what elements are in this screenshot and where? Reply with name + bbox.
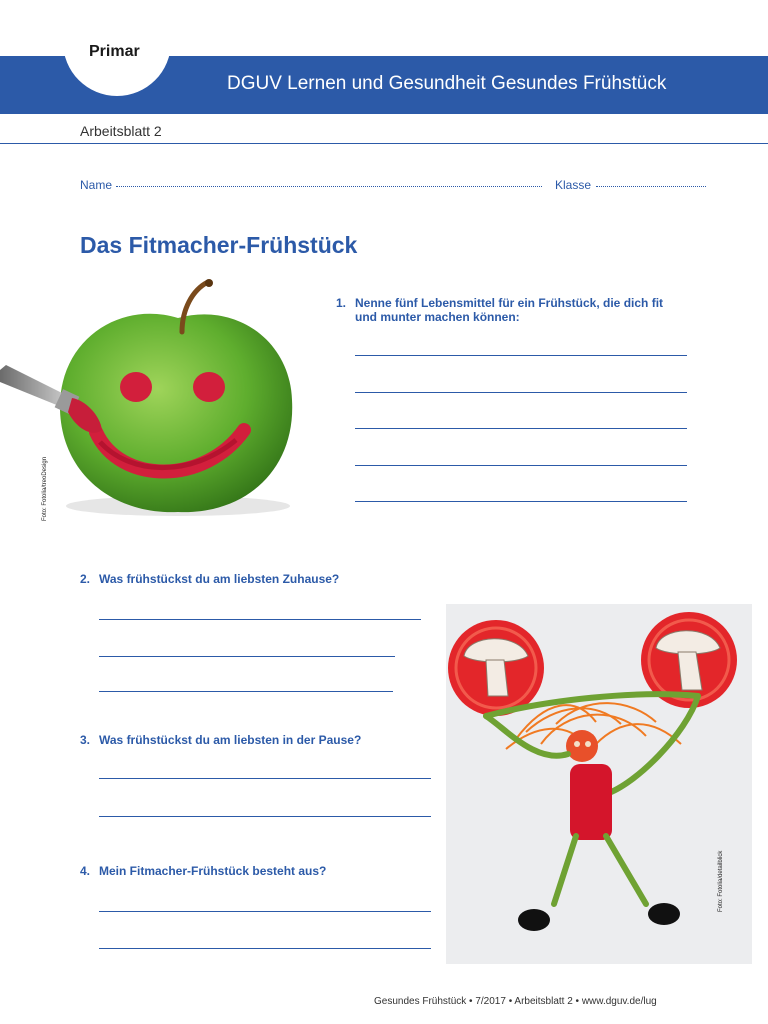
- name-label: Name: [80, 178, 113, 192]
- worksheet-label: Arbeitsblatt 2: [80, 123, 162, 139]
- question-3-text: Was frühstückst du am liebsten in der Pause?: [99, 733, 362, 747]
- level-badge-label: Primar: [89, 43, 140, 60]
- answer-line-2-1[interactable]: [99, 619, 421, 620]
- answer-line-2-3[interactable]: [99, 691, 393, 692]
- question-2: [80, 572, 420, 588]
- header-title: DGUV Lernen und Gesundheit Gesundes Frühstück: [227, 73, 667, 94]
- answer-line-4-1[interactable]: [99, 911, 431, 912]
- answer-line-2-2[interactable]: [99, 656, 395, 657]
- page-footer: Gesundes Frühstück • 7/2017 • Arbeitsblatt 2 • www.dguv.de/lug: [374, 996, 657, 1007]
- apple-photo-credit: Foto: Fotolia/treoDesign: [42, 456, 48, 521]
- answer-line-3-1[interactable]: [99, 778, 431, 779]
- question-4: [80, 864, 420, 880]
- answer-line-1-1[interactable]: [355, 355, 687, 356]
- answer-line-1-3[interactable]: [355, 428, 687, 429]
- answer-line-1-4[interactable]: [355, 465, 687, 466]
- class-field[interactable]: [596, 186, 706, 187]
- answer-line-1-5[interactable]: [355, 501, 687, 502]
- answer-line-4-2[interactable]: [99, 948, 431, 949]
- question-3-number: 3.: [80, 733, 91, 747]
- vegetable-photo-credit: Foto: Fotolia/detailblick: [718, 850, 724, 912]
- question-1: [336, 296, 716, 326]
- question-3: [80, 733, 420, 749]
- header-divider: [0, 143, 768, 144]
- page-title: Das Fitmacher-Frühstück: [80, 232, 358, 258]
- question-1-text-line-2: und munter machen können:: [355, 310, 520, 324]
- answer-line-3-2[interactable]: [99, 816, 431, 817]
- question-2-text: Was frühstückst du am liebsten Zuhause?: [99, 572, 340, 586]
- question-4-text: Mein Fitmacher-Frühstück besteht aus?: [99, 864, 327, 878]
- question-4-number: 4.: [80, 864, 91, 878]
- question-2-number: 2.: [80, 572, 91, 586]
- answer-line-1-2[interactable]: [355, 392, 687, 393]
- question-1-number: 1.: [336, 296, 347, 310]
- vegetable-figure-image: [446, 604, 752, 964]
- class-label: Klasse: [555, 178, 592, 192]
- name-field[interactable]: [116, 186, 542, 187]
- question-1-text-line-1: Nenne fünf Lebensmittel für ein Frühstück, die dich fit: [355, 296, 664, 310]
- apple-smiley-image: [0, 270, 330, 530]
